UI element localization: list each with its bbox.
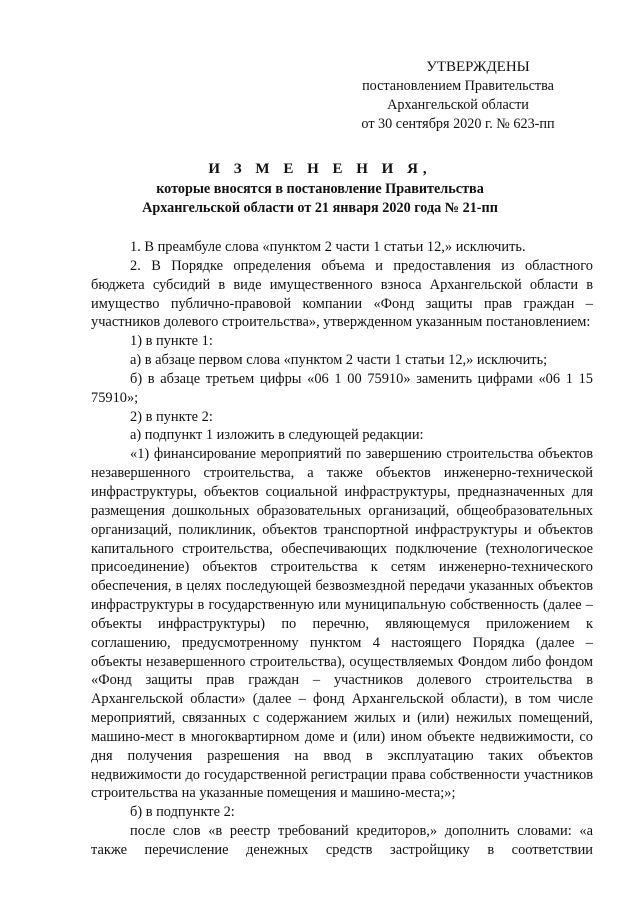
paragraph-3: 1) в пункте 1: — [130, 333, 213, 350]
paragraph-5: б) в абзаце третьем цифры «06 1 00 75910» заменить цифрами «06 1 15 75910»; — [91, 370, 593, 406]
approval-line-date-number: от 30 сентября 2020 г. № 623-пп — [361, 116, 555, 132]
document-body — [91, 238, 593, 860]
heading-title: И З М Е Н Е Н И Я, — [208, 161, 432, 177]
paragraph-9: б) в подпункте 2: — [130, 804, 235, 821]
paragraph-6: 2) в пункте 2: — [130, 408, 213, 425]
approval-line-resolution: постановлением Правительства — [362, 78, 554, 94]
approval-title: УТВЕРЖДЕНЫ — [426, 59, 530, 75]
document-heading — [60, 160, 580, 219]
paragraph-7: а) подпункт 1 изложить в следующей редакции: — [130, 427, 424, 444]
paragraph-1: 1. В преамбуле слова «пунктом 2 части 1 статьи 12,» исключить. — [130, 239, 526, 255]
paragraph-10: после слов «в реестр требований кредиторов,» дополнить словами: «а также перечисление денежных средств застройщику в соответствии — [91, 823, 593, 858]
paragraph-2: 2. В Порядке определения объема и предоставления из областного бюджета субсидий в виде имущественного взноса Архангельской области в имущество публично-правовой компании «Фонд защиты прав граждан – участников долевого строительства», утвержденном указанным постановлением: — [91, 257, 593, 331]
heading-subtitle-line1: которые вносятся в постановление Правительства — [156, 180, 484, 197]
heading-subtitle-line2: Архангельской области от 21 января 2020 года № 21-пп — [142, 200, 498, 216]
paragraph-8: «1) финансирование мероприятий по завершению строительства объектов незавершенного строительства, а также объектов инженерно-технической инфраструктуры, объектов социальной инфраструктуры, предназначенных для размещения дошкольных образовательных организаций, общеобразовательных организаций, поликлиник, объектов транспортной инфраструктуры и объектов капитального строительства, обеспечивающих подключение (технологическое присоединение) объектов строительства к сетям инженерно-технического обеспечения, в целях последующей безвозмездной передачи указанных объектов инфраструктуры в государственную или муниципальную собственность (далее – объекты инфраструктуры) по перечню, являющемуся приложением к соглашению, предусмотренному пунктом 4 настоящего Порядка (далее – объекты незавершенного строительства), осуществляемых Фондом либо фондом «Фонд защиты прав граждан – участников долевого строительства в Архангельской области» (далее – фонд Архангельской области), в том числе мероприятий, связанных с содержанием жилых и (или) нежилых помещений, машино-мест в многоквартирном доме и (или) ином объекте недвижимости, со дня получения разрешения на ввод в эксплуатацию таких объектов недвижимости до государственной регистрации права собственности участников строительства на указанные помещения и машино-места;»; — [91, 446, 593, 802]
paragraph-4: а) в абзаце первом слова «пунктом 2 части 1 статьи 12,» исключить; — [130, 352, 548, 369]
approval-stamp — [340, 58, 576, 134]
approval-line-region: Архангельской области — [387, 97, 529, 113]
